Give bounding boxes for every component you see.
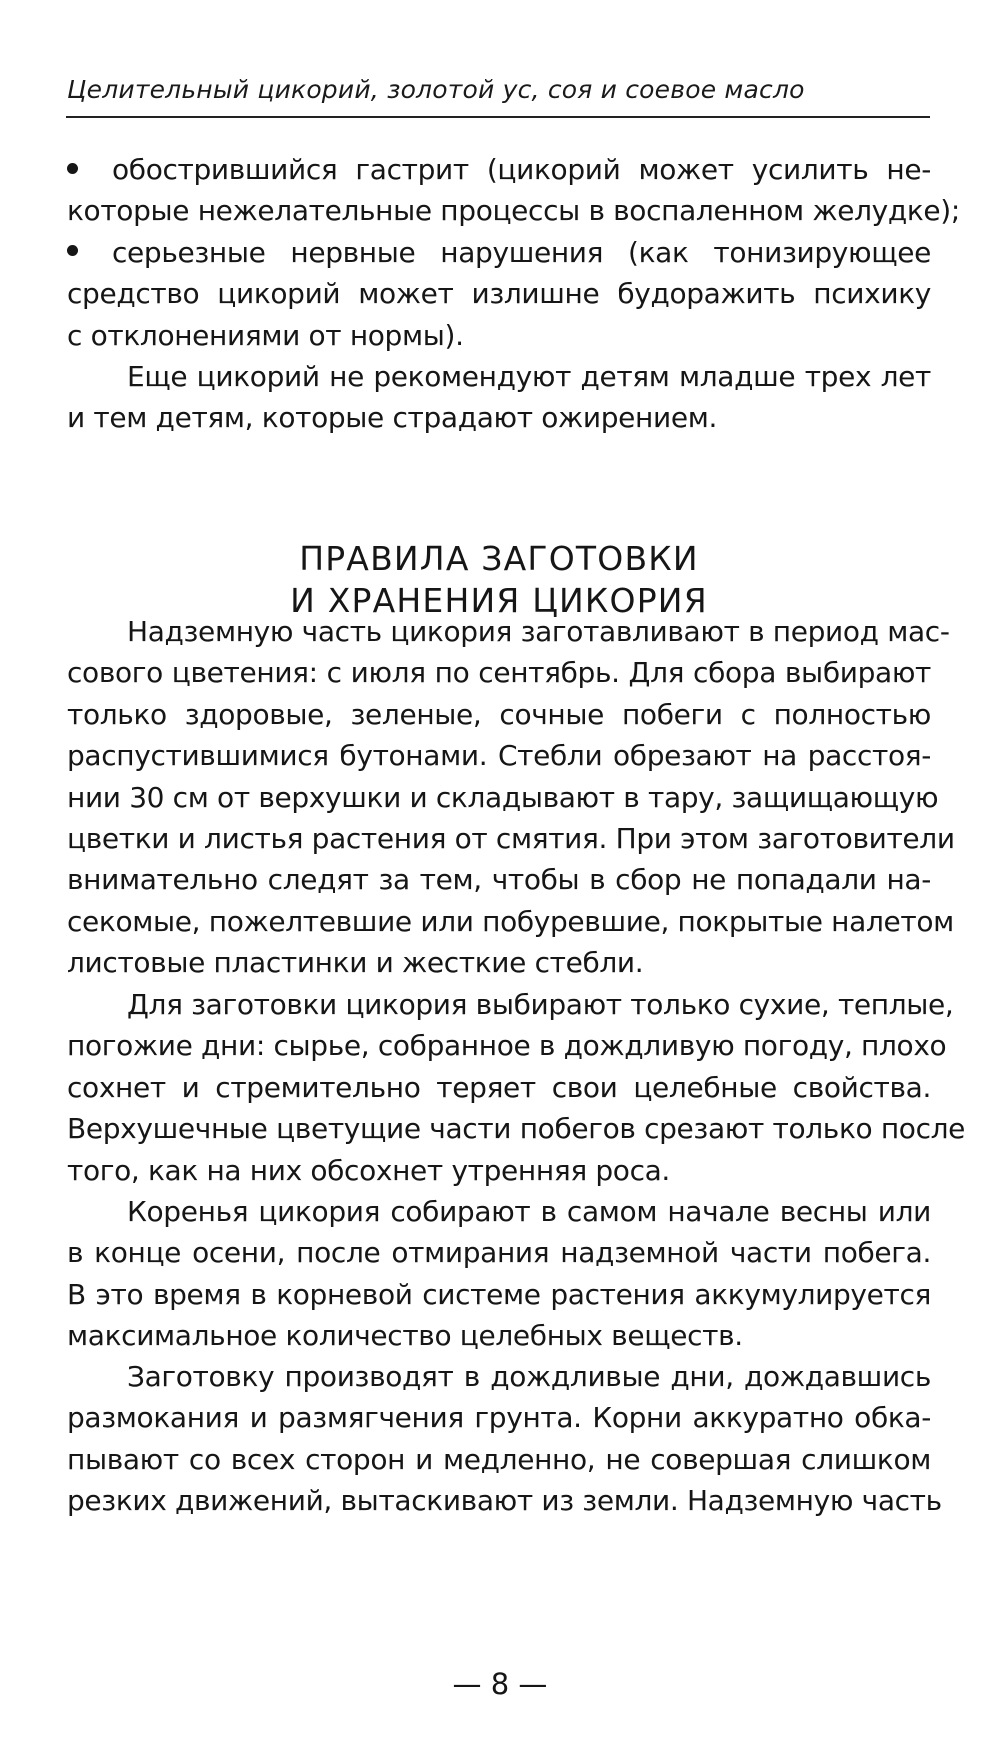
page-number: — 8 — — [452, 1667, 548, 1701]
header-rule — [66, 116, 930, 118]
bullet-line: с отклонениями от нормы). — [67, 318, 464, 352]
paragraph-line: резких движений, вытаскивают из земли. Надземную часть — [67, 1484, 942, 1518]
paragraph-line: Коренья цикория собирают в самом начале весны или — [127, 1195, 931, 1228]
paragraph-line: Еще цикорий не рекомендуют детям младше трех лет — [127, 360, 931, 393]
paragraph-line: секомые, пожелтевшие или побуревшие, покрытые налетом — [67, 904, 954, 938]
paragraph-line: погожие дни: сырье, собранное в дождливую погоду, плохо — [67, 1029, 947, 1063]
bullet-dot-icon — [67, 163, 78, 174]
bullet-line: средство цикорий может излишне будоражить психику — [67, 277, 931, 311]
paragraph — [67, 984, 966, 1191]
section-title-line: ПРАВИЛА ЗАГОТОВКИ — [299, 539, 699, 578]
bullet-dot-icon — [67, 245, 78, 256]
paragraph-line: Надземную часть цикория заготавливают в период мас- — [127, 615, 950, 648]
paragraph-line: максимальное количество целебных веществ. — [67, 1319, 743, 1353]
paragraph-line: листовые пластинки и жесткие стебли. — [67, 946, 644, 980]
paragraph-line: внимательно следят за тем, чтобы в сбор не попадали на- — [67, 863, 931, 897]
intro-paragraph — [67, 356, 931, 439]
paragraph — [67, 1191, 931, 1357]
paragraph-line: нии 30 см от верхушки и складывают в тару, защищающую — [67, 780, 939, 814]
section-title — [67, 538, 931, 622]
paragraph-line: Для заготовки цикория выбирают только сухие, теплые, — [127, 988, 954, 1021]
paragraph-line: В это время в корневой системе растения аккумулируется — [67, 1277, 931, 1311]
paragraph-line: сохнет и стремительно теряет свои целебные свойства. — [67, 1070, 931, 1104]
running-head: Целительный цикорий, золотой ус, соя и соевое масло — [67, 75, 805, 104]
paragraph — [67, 1356, 942, 1522]
bullet-list — [67, 149, 960, 356]
paragraph-line: размокания и размягчения грунта. Корни аккуратно обка- — [67, 1401, 931, 1435]
paragraph-line: цветки и листья растения от смятия. При этом заготовители — [67, 822, 955, 856]
paragraph-line: Заготовку производят в дождливые дни, дождавшись — [127, 1360, 931, 1393]
paragraph-line: пывают со всех сторон и медленно, не совершая слишком — [67, 1442, 931, 1476]
section-title-line: И ХРАНЕНИЯ ЦИКОРИЯ — [290, 581, 708, 620]
paragraph-line: распустившимися бутонами. Стебли обрезают на расстоя- — [67, 739, 931, 773]
paragraph-line: сового цветения: с июля по сентябрь. Для сбора выбирают — [67, 656, 931, 690]
paragraph-line: в конце осени, после отмирания надземной части побега. — [67, 1236, 931, 1270]
bullet-line: обострившийся гастрит (цикорий может усилить не- — [112, 153, 931, 186]
paragraph-line: только здоровые, зеленые, сочные побеги с полностью — [67, 697, 931, 731]
paragraph-line: Верхушечные цветущие части побегов срезают только после — [67, 1112, 966, 1146]
bullet-line: серьезные нервные нарушения (как тонизирующее — [112, 235, 931, 269]
paragraph-line: того, как на них обсохнет утренняя роса. — [67, 1153, 670, 1187]
bullet-line: которые нежелательные процессы в воспаленном желудке); — [67, 194, 960, 228]
bullet-item — [67, 232, 931, 273]
bullet-item — [67, 149, 931, 190]
paragraph — [67, 611, 955, 984]
paragraph-line: и тем детям, которые страдают ожирением. — [67, 401, 718, 435]
